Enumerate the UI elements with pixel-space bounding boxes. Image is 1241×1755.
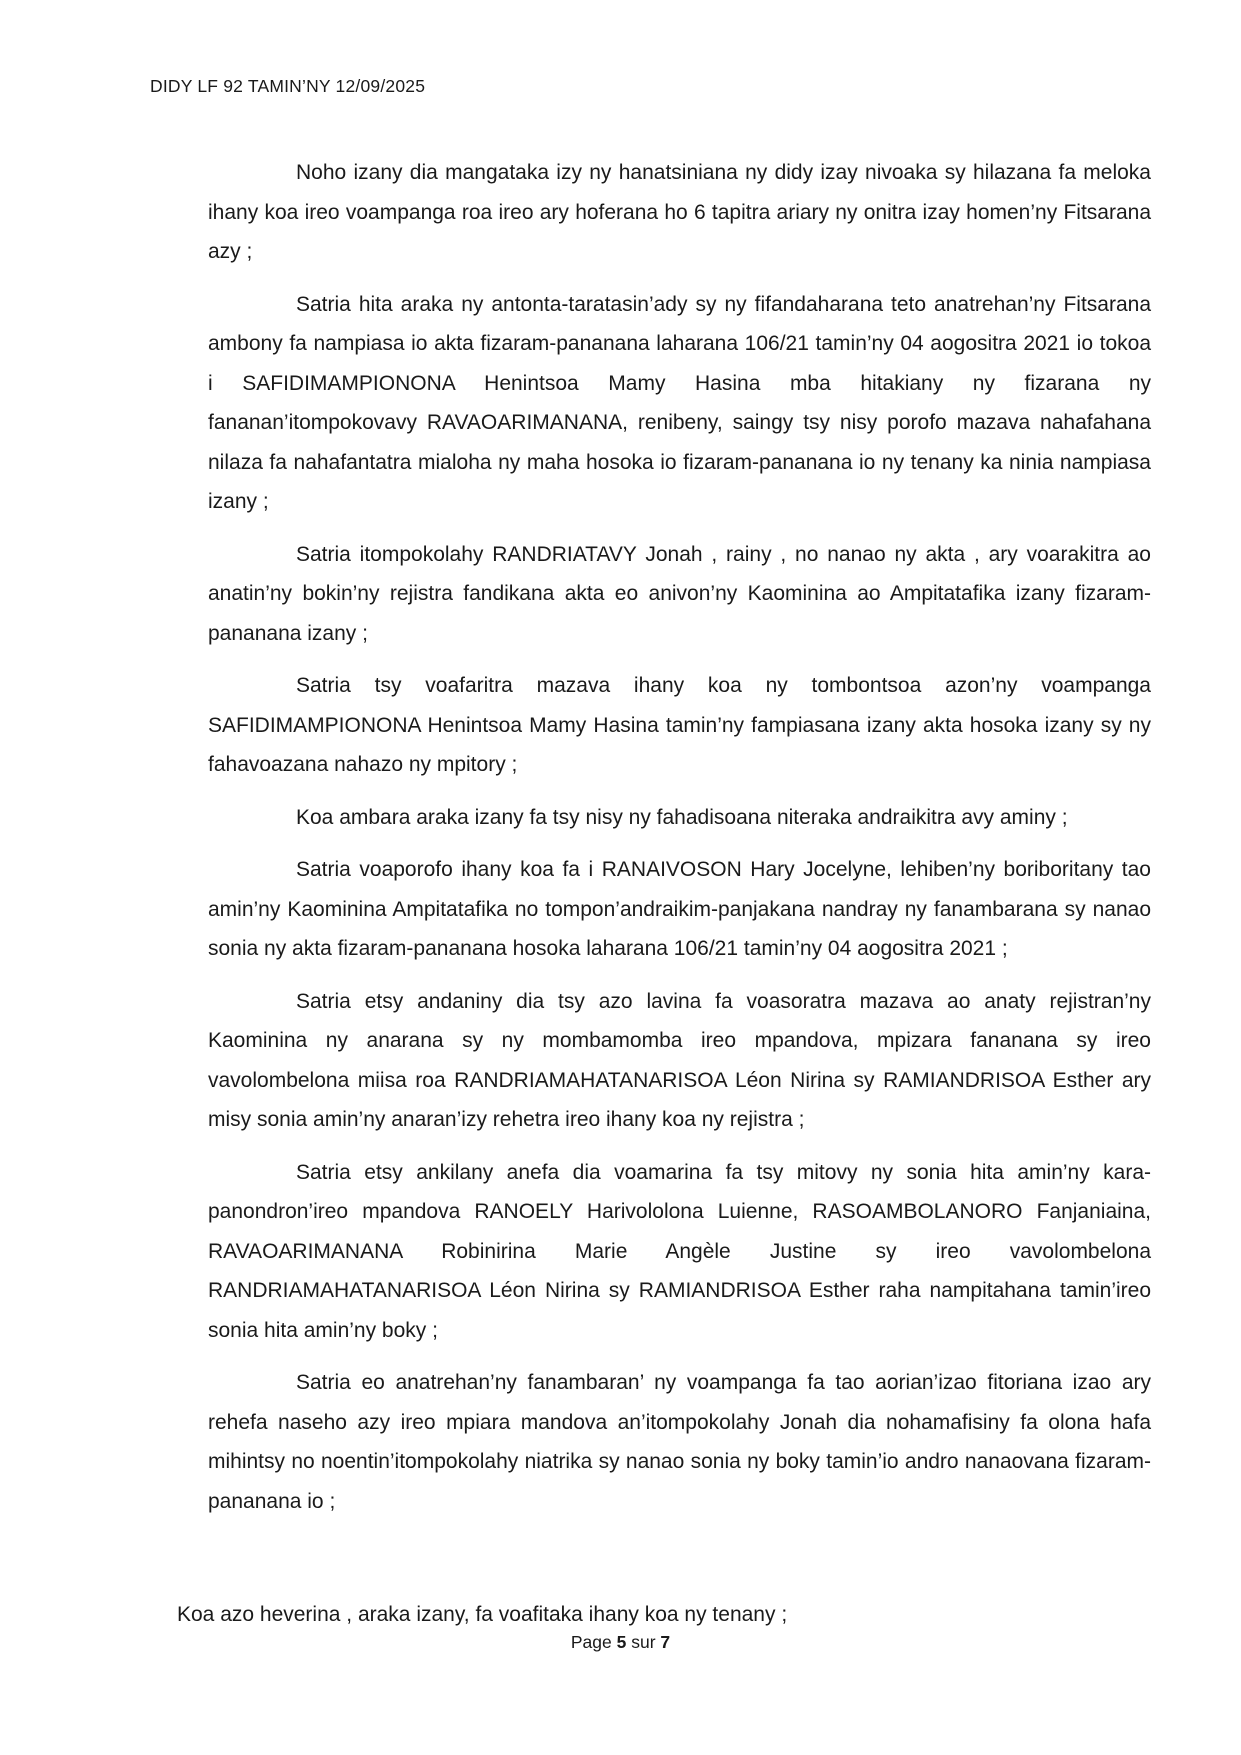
page-label: Page: [570, 1632, 612, 1652]
paragraph: Satria itompokolahy RANDRIATAVY Jonah , rainy , no nanao ny akta , ary voarakitra ao anatin’ny bokin’ny rejistra fandikana akta eo anivon’ny Kaominina ao Ampitatafika izany fizaram-pananana izany ;: [208, 542, 1151, 645]
total-pages-number: 7: [660, 1632, 671, 1652]
paragraph: Satria etsy ankilany anefa dia voamarina fa tsy mitovy ny sonia hita amin’ny kara-panondron’ireo mpandova RANOELY Harivololona Luienne, RASOAMBOLANORO Fanjaniaina, RAVAOARIMANANA Robinirina Marie Angèle Justine sy ireo vavolombelona RANDRIAMAHATANARISOA Léon Nirina sy RAMIANDRISOA Esther raha nampitahana tamin’ireo sonia hita amin’ny boky ;: [208, 1160, 1151, 1342]
paragraph: Noho izany dia mangataka izy ny hanatsiniana ny didy izay nivoaka sy hilazana fa meloka ihany koa ireo voampanga roa ireo ary hoferana ho 6 tapitra ariary ny onitra izay homen’ny Fitsarana azy ;: [208, 161, 1151, 263]
closing-statement: Koa azo heverina , araka izany, fa voafitaka ihany koa ny tenany ;: [177, 1603, 788, 1626]
current-page-number: 5: [616, 1632, 627, 1652]
page-separator: sur: [631, 1632, 656, 1652]
paragraph: Koa ambara araka izany fa tsy nisy ny fahadisoana niteraka andraikitra avy aminy ;: [296, 805, 1068, 829]
paragraph: Satria eo anatrehan’ny fanambaran’ ny voampanga fa tao aorian’izao fitoriana izao ary rehefa naseho azy ireo mpiara mandova an’itompokolahy Jonah dia nohamafisiny fa olona hafa mihintsy no noentin’itompokolahy niatrika sy nanao sonia ny boky tamin’io andro nanaovana fizaram-pananana io ;: [208, 1371, 1151, 1513]
paragraph: Satria hita araka ny antonta-taratasin’ady sy ny fifandaharana teto anatrehan’ny Fitsarana ambony fa nampiasa io akta fizaram-pananana laharana 106/21 tamin’ny 04 aogositra 2021 io tokoa i SAFIDIMAMPIONONA Henintsoa Mamy Hasina mba hitakiany ny fizarana ny fananan’itompokovavy RAVAOARIMANANA, renibeny, saingy tsy nisy porofo mazava nahafahana nilaza fa nahafantatra mialoha ny maha hosoka io fizaram-pananana io ny tenany ka ninia nampiasa izany ;: [208, 292, 1151, 513]
document-body: [208, 153, 1151, 1534]
paragraph: Satria etsy andaniny dia tsy azo lavina fa voasoratra mazava ao anaty rejistran’ny Kaominina ny anarana sy ny mombamomba ireo mpandova, mpizara fananana sy ireo vavolombelona miisa roa RANDRIAMAHATANARISOA Léon Nirina sy RAMIANDRISOA Esther ary misy sonia amin’ny anaran’izy rehetra ireo ihany koa ny rejistra ;: [208, 989, 1151, 1131]
paragraph: Satria voaporofo ihany koa fa i RANAIVOSON Hary Jocelyne, lehiben’ny boriboritany tao amin’ny Kaominina Ampitatafika no tompon’andraikim-panjakana nandray ny fanambarana sy nanao sonia ny akta fizaram-pananana hosoka laharana 106/21 tamin’ny 04 aogositra 2021 ;: [208, 858, 1151, 960]
paragraph: Satria tsy voafaritra mazava ihany koa ny tombontsoa azon’ny voampanga SAFIDIMAMPIONONA Henintsoa Mamy Hasina tamin’ny fampiasana izany akta hosoka izany sy ny fahavoazana nahazo ny mpitory ;: [208, 674, 1151, 776]
page-footer: [0, 1632, 1241, 1653]
document-header: DIDY LF 92 TAMIN’NY 12/09/2025: [150, 76, 426, 96]
